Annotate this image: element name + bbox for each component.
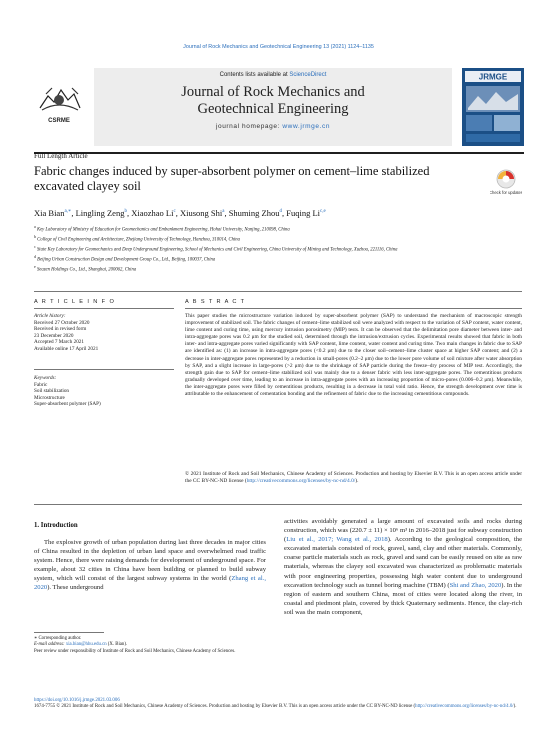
article-info-heading: A R T I C L E I N F O bbox=[34, 299, 116, 305]
issn-license: 1674-7755 © 2021 Institute of Rock and Soil Mechanics, Chinese Academy of Sciences. Production and hosting by Elsevier B.V. This is an open access article under the CC BY-NC-ND license (http://creativecommons.org/licenses/by-nc-nd/4.0/). bbox=[34, 704, 517, 710]
keyword: Microstructure bbox=[34, 394, 65, 401]
email-link[interactable]: xia.bian@hhu.edu.cn bbox=[65, 642, 107, 648]
doi-link[interactable]: https://doi.org/10.1016/j.jrmge.2021.03.006 bbox=[34, 698, 120, 703]
keyword: Fabric bbox=[34, 381, 48, 388]
article-title: Fabric changes induced by super-absorbent polymer on cement–lime stabilized excavated clayey soil bbox=[34, 164, 430, 193]
masthead-rule bbox=[34, 152, 524, 154]
crossmark-check-for-updates-icon[interactable] bbox=[490, 168, 522, 202]
journal-homepage bbox=[94, 123, 452, 130]
abstract-bottom-rule bbox=[34, 504, 522, 505]
history-item: Received in revised form bbox=[34, 326, 87, 333]
article-info-rule bbox=[34, 308, 174, 309]
history-item: Available online 17 April 2021 bbox=[34, 345, 99, 352]
affiliation: $^c$ State Key Laboratory for Geomechanics and Deep Underground Engineering, School of Mechanics and Civil Engineering, China University of Mining and Technology, Xuzhou, 221116, China bbox=[34, 244, 398, 253]
abstract-heading: A B S T R A C T bbox=[185, 299, 246, 305]
paragraph: The explosive growth of urban population during last three decades in major cities of China resulted in the depletion of urban land space and overwhelmed road traffic system. Hence, there were raising demands for development of underground space. For example, about 32 cities in China have been building or planned to build subway system, which will consist of the largest subway systems in the world (Zhang et al., 2020). These underground bbox=[34, 539, 266, 592]
abstract-copyright: © 2021 Institute of Rock and Soil Mechanics, Chinese Academy of Sciences. Production and hosting by Elsevier B.V. This is an open access article under the CC BY-NC-ND license (http://creativecommons.org/licenses/by-nc-nd/4.0/). bbox=[185, 471, 522, 485]
abstract-rule bbox=[185, 308, 522, 309]
footer-license-link[interactable]: http://creativecommons.org/licenses/by-nc-nd/4.0/ bbox=[415, 704, 514, 710]
peer-review-note: Peer review under responsibility of Institute of Rock and Soil Mechanics, Chinese Academy of Sciences. bbox=[34, 648, 236, 654]
journal-masthead bbox=[34, 68, 524, 150]
abstract-text: This paper studies the microstructure variation induced by super-absorbent polymer (SAP) to understand the mechanism of macroscopic strength improvement of stabilized soil. The fabric changes of cement–lime stabilized soil were analyzed with respect to the variation of SAP content, water content, lime content and curing time, using mercury intrusion porosimetry (MIP) tests. It can be observed that the delimitation pore diameter between inter- and intra-aggregate pores was 0.2 μm for the studied soil, determined through the intrusion/extrusion cycles. Experimental results showed that fabric in both inter- and intra-aggregate pores varied significantly with SAP content, lime content, water content and curing time. Two main changes in fabric due to SAP are identified as: (1) an increase in intra-aggregate pores (<0.2 μm) due to the closer soil–cement–lime cluster space at higher SAP content; and (2) a decrease in inter-aggregate pores represented by a reduction in small-pores (0.2–2 μm) due to the lower pore volume of soil mixture after water absorption by SAP, and a slight increase in large-pores (>2 μm) due to the shrinkage of SAP particle during the freeze–dry process of MIP test. Accordingly, the strength gain due to SAP for cement–lime stabilized soil was mainly due to a denser fabric with less inter-aggregate pores. The cementitious products gradually developed over time, leading to an increase in intra-aggregate pores with an increasing proportion of micro-pores (0.006–0.2 μm). Meanwhile, the inter-aggregate pores were filled by cementitious products, resulting in a decrease in total void ratio. Hence, the strength development over time is attributable to the enhancement of cementation bonding and the refinement of fabric due to the increasing cementitious compounds. bbox=[185, 313, 522, 398]
license-link[interactable]: http://creativecommons.org/licenses/by-nc-nd/4.0/ bbox=[246, 478, 356, 485]
author[interactable]: Lingling Zeng$^b$ bbox=[75, 208, 127, 218]
affiliation: $^a$ Key Laboratory of Ministry of Education for Geomechanics and Embankment Engineering, Hohai University, Nanjing, 210098, China bbox=[34, 224, 290, 233]
journal-title bbox=[94, 84, 452, 118]
citation-link[interactable]: Shi and Zhao, 2020 bbox=[449, 581, 502, 589]
corresponding-author-note: ∗ Corresponding author. bbox=[34, 636, 82, 641]
body-column-left bbox=[34, 538, 266, 593]
history-item: 23 December 2020 bbox=[34, 332, 74, 339]
author[interactable]: Fuqing Li$^{c,e}$ bbox=[286, 208, 326, 218]
history-item: Accepted 7 March 2021 bbox=[34, 339, 84, 346]
author[interactable]: Xiusong Shi$^a$ bbox=[179, 208, 225, 218]
article-history bbox=[34, 313, 174, 353]
doi-footer bbox=[34, 698, 522, 711]
cover-label: JRMGE bbox=[478, 72, 508, 82]
journal-cover-thumbnail bbox=[462, 68, 524, 146]
affiliation: $^b$ College of Civil Engineering and Architecture, Zhejiang University of Technology, Hanzhou, 310014, China bbox=[34, 234, 240, 243]
affiliation: $^e$ Seazen Holdings Co., Ltd., Shanghai, 200062, China bbox=[34, 264, 137, 273]
keyword: Super-absorbent polymer (SAP) bbox=[34, 401, 101, 408]
author[interactable]: Shuming Zhou$^d$ bbox=[228, 208, 282, 218]
running-head[interactable]: Journal of Rock Mechanics and Geotechnical Engineering 13 (2021) 1124–1135 bbox=[183, 44, 374, 50]
contents-line bbox=[94, 72, 452, 78]
body-column-right bbox=[284, 517, 522, 617]
keyword: Soil stabilization bbox=[34, 388, 70, 395]
affiliation: $^d$ Beijing Urban Construction Design and Development Group Co., Ltd., Beijing, 100037, China bbox=[34, 254, 216, 263]
homepage-prefix: journal homepage: bbox=[215, 123, 283, 130]
author[interactable]: Xia Bian$^{a,∗}$ bbox=[34, 208, 72, 218]
section-heading-introduction: 1. Introduction bbox=[34, 522, 78, 529]
publisher-logo-label: CSRME bbox=[48, 118, 70, 124]
crossmark-label: Check for updates bbox=[490, 190, 522, 195]
homepage-link[interactable]: www.jrmge.cn bbox=[282, 123, 331, 130]
masthead-center-panel bbox=[94, 68, 452, 146]
author-list: Xia Bian$^{a,∗}$, Lingling Zeng$^b$, Xiaozhao Li$^c$, Xiusong Shi$^a$, Shuming Zhou$^d$, Fuqing Li$^{c,e}$ bbox=[34, 208, 326, 218]
article-type: Full Length Article bbox=[34, 152, 88, 160]
keywords-rule bbox=[34, 369, 174, 370]
sciencedirect-link[interactable]: ScienceDirect bbox=[289, 72, 327, 78]
author[interactable]: Xiaozhao Li$^c$ bbox=[131, 208, 176, 218]
journal-title-line-1: Journal of Rock Mechanics and bbox=[181, 84, 365, 100]
header-divider bbox=[34, 291, 522, 292]
citation-link[interactable]: Zhang et al., 2020 bbox=[34, 575, 266, 592]
footnotes bbox=[34, 636, 266, 655]
paragraph: activities avoidably generated a large amount of excavated soils and rocks during construction, which was (220.7 ± 11) × 10⁶ m³ in 2016–2018 just for subway construction (Liu et al., 2017; Wang et al., 2018). According to the geological composition, the excavated materials consisted of rock, gravel, sand, clay and other materials. Commonly, coarse particle materials such as rock, gravel and sand can be easily reused on site as raw materials, whereas the clayey soil excavated was characterized as problematic materials with poor engineering properties, possessing high water content due to underground excavation technology such as tunnel boring machine (TBM) (Shi and Zhao, 2020). In the region of eastern and southern China, most of cities were located along the river, in coastal and piedmont plain, covered by thick Quaternary sediments. Hence, the clay-rich soil was the main component, bbox=[284, 518, 522, 616]
publisher-logo-icon bbox=[34, 80, 84, 126]
citation-link[interactable]: Liu et al., 2017; Wang et al., 2018 bbox=[286, 536, 388, 544]
history-item: Received 27 October 2020 bbox=[34, 319, 90, 326]
keywords-label: Keywords: bbox=[34, 375, 57, 381]
contents-prefix: Contents lists available at bbox=[219, 72, 290, 78]
email-note: E-mail address: xia.bian@hhu.edu.cn (X. Bian). bbox=[34, 642, 128, 648]
affiliations bbox=[34, 224, 514, 274]
keywords bbox=[34, 375, 174, 408]
journal-title-line-2: Geotechnical Engineering bbox=[197, 101, 349, 117]
footnote-rule bbox=[34, 632, 104, 633]
history-label: Article history: bbox=[34, 313, 66, 319]
